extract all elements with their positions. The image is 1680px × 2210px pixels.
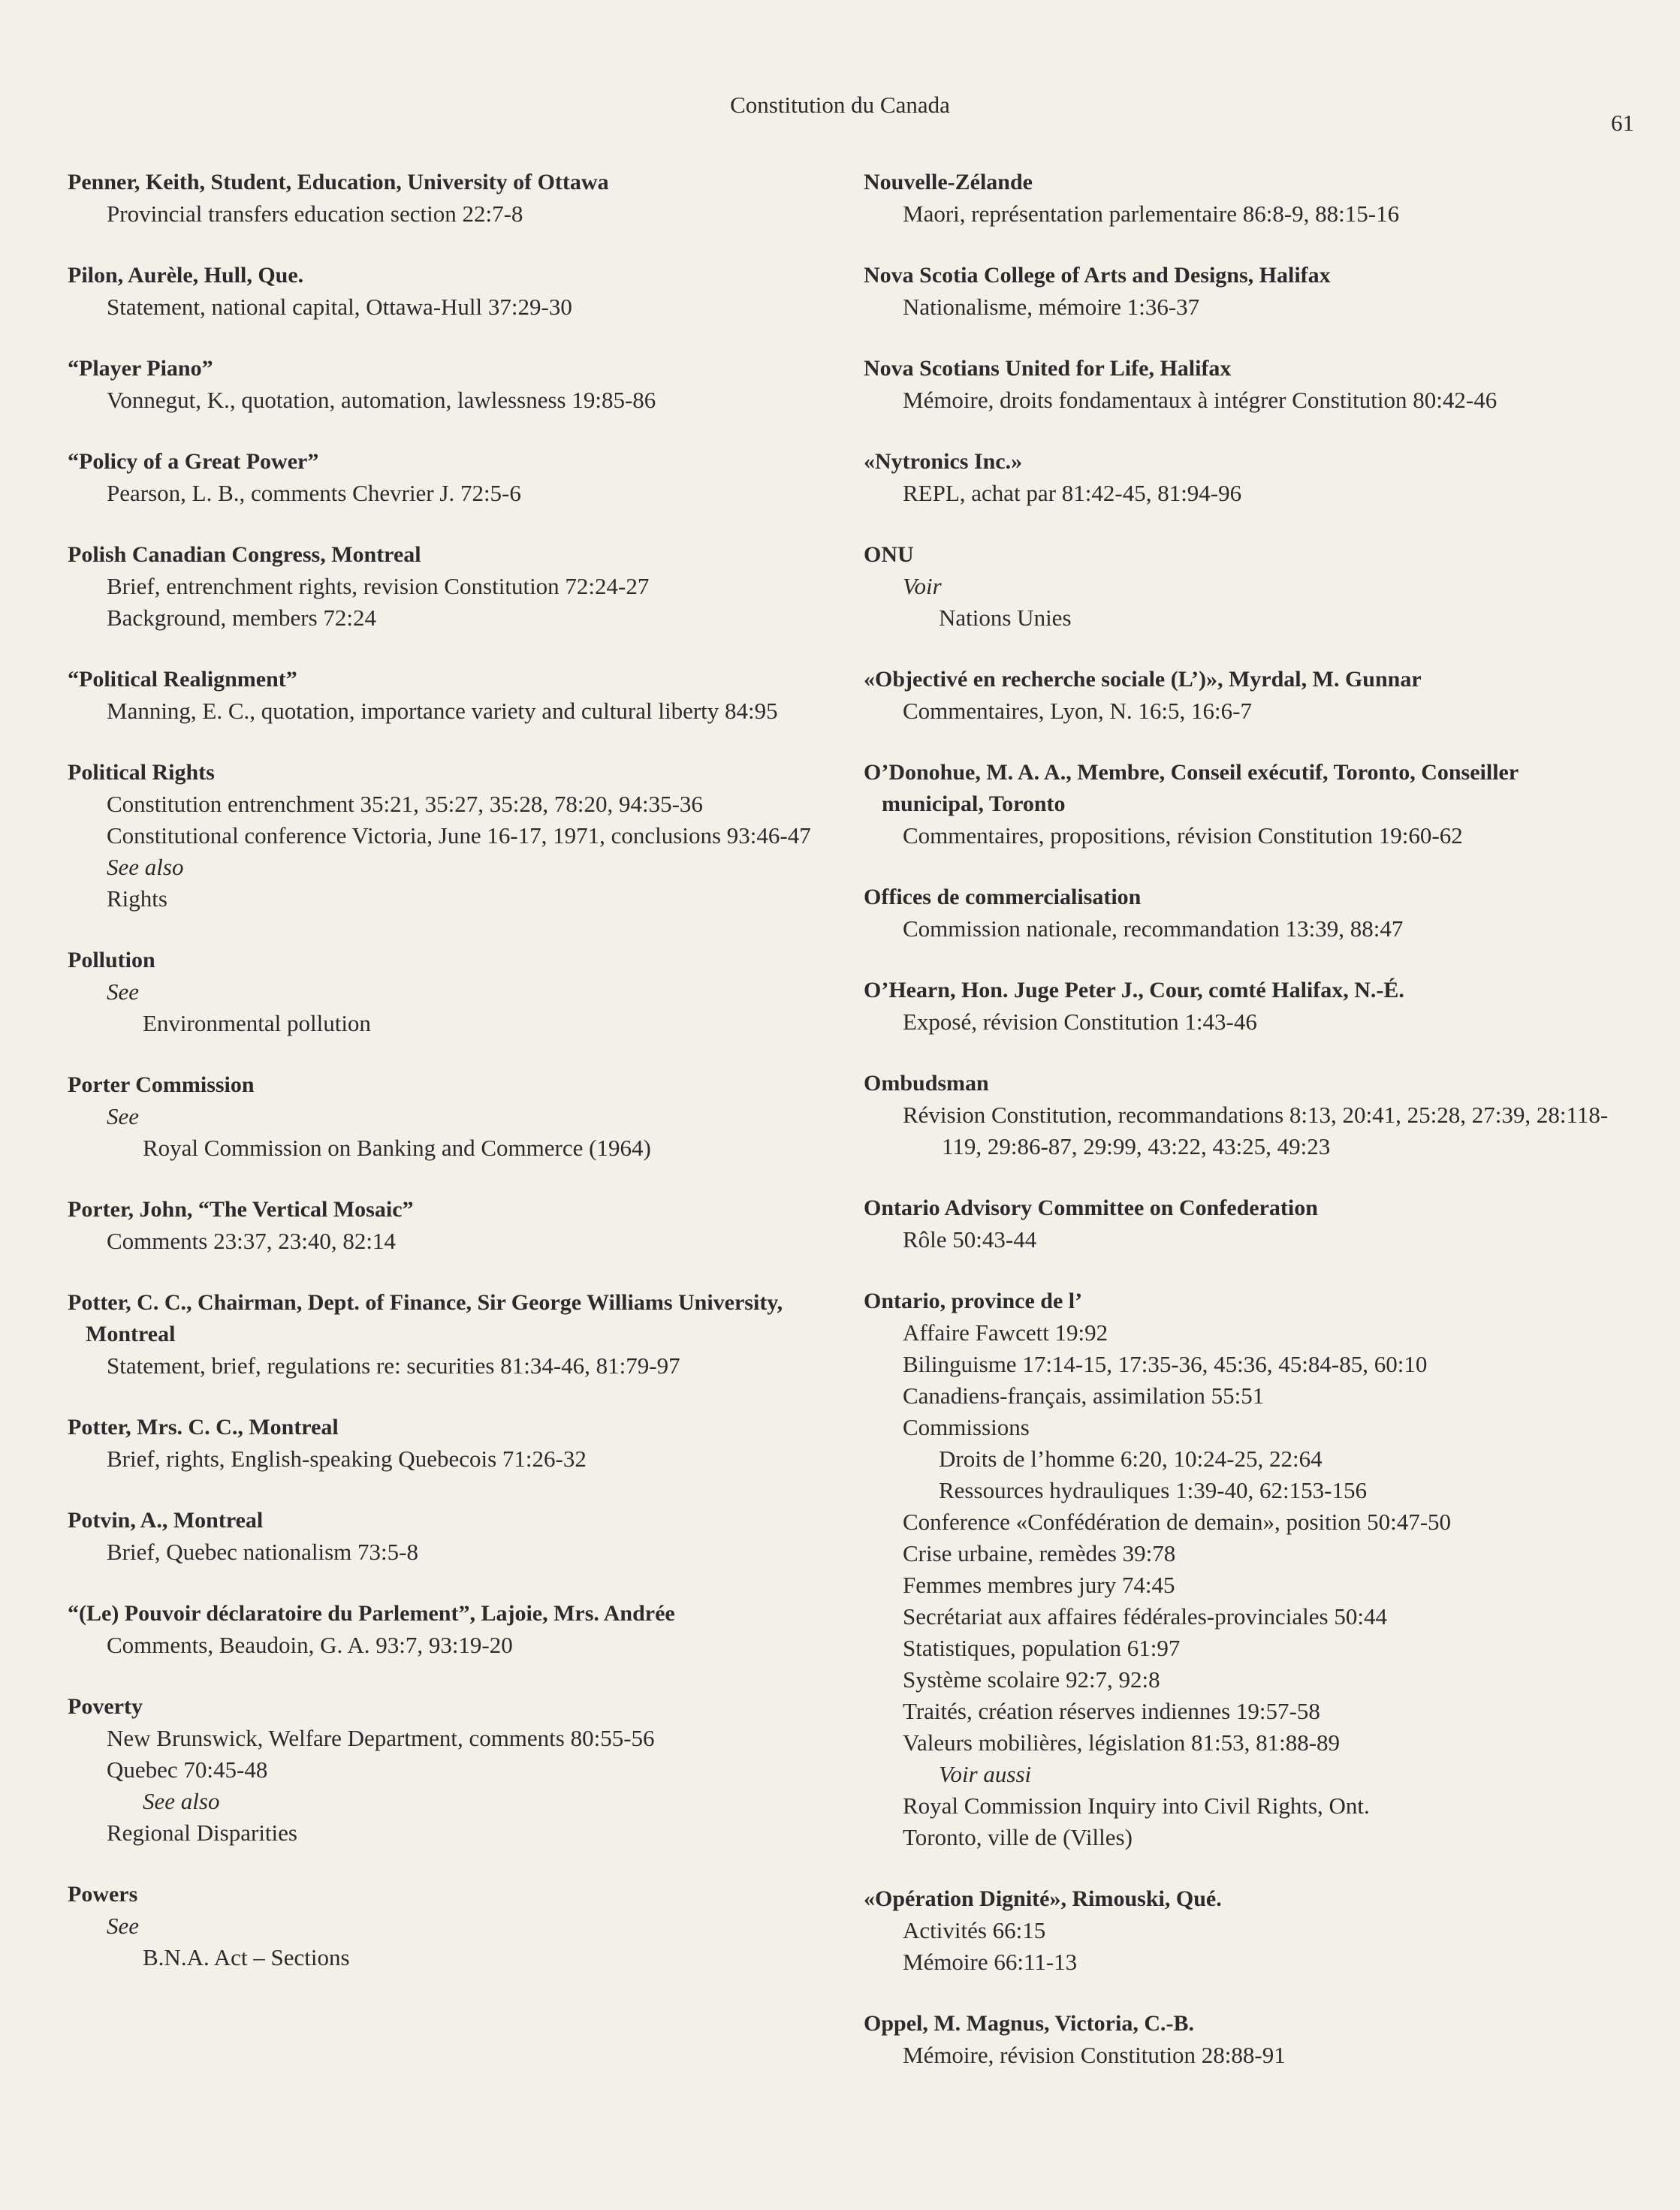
index-subentry: Commissions — [903, 1414, 1030, 1440]
index-entry — [68, 1598, 819, 1661]
index-entry-heading: Nova Scotians United for Life, Halifax — [864, 356, 1232, 381]
cross-reference-label: See also — [143, 1788, 220, 1814]
index-subentry: B.N.A. Act – Sections — [143, 1944, 350, 1970]
index-entry-heading: Polish Canadian Congress, Montreal — [68, 542, 421, 567]
index-subentry: Statistiques, population 61:97 — [903, 1635, 1181, 1661]
index-subentry: Mémoire 66:11-13 — [903, 1949, 1078, 1975]
index-subentry: Environmental pollution — [143, 1010, 371, 1036]
index-subentry: Maori, représentation parlementaire 86:8-9, 88:15-16 — [903, 200, 1400, 227]
index-subentry: Background, members 72:24 — [107, 605, 377, 631]
index-entry-heading: Potvin, A., Montreal — [68, 1508, 264, 1533]
index-subentry: Commentaires, Lyon, N. 16:5, 16:6-7 — [903, 698, 1252, 724]
index-subentry: Secrétariat aux affaires fédérales-provinciales 50:44 — [903, 1603, 1387, 1630]
index-entry-heading: ONU — [864, 542, 914, 567]
index-entry-heading: Offices de commercialisation — [864, 885, 1142, 909]
index-entry-heading: O’Hearn, Hon. Juge Peter J., Cour, comté Halifax, N.-É. — [864, 978, 1404, 1002]
index-subentry: Mémoire, révision Constitution 28:88-91 — [903, 2042, 1286, 2068]
cross-reference-label: See — [107, 1103, 140, 1129]
index-entry-heading: “Political Realignment” — [68, 667, 297, 692]
index-subentry: Vonnegut, K., quotation, automation, lawlessness 19:85-86 — [107, 387, 656, 413]
cross-reference-label: See also — [107, 854, 184, 880]
index-entry — [68, 945, 819, 1039]
index-subentry: Rights — [107, 885, 167, 912]
index-subentry: Pearson, L. B., comments Chevrier J. 72:5-6 — [107, 480, 521, 506]
index-subentry: Provincial transfers education section 22:7-8 — [107, 200, 523, 227]
index-subentry: Bilinguisme 17:14-15, 17:35-36, 45:36, 45:84-85, 60:10 — [903, 1351, 1428, 1377]
cross-reference-label: See — [107, 978, 140, 1005]
index-entry — [68, 1879, 819, 1973]
index-subentry: Révision Constitution, recommandations 8:13, 20:41, 25:28, 27:39, 28:118-119, 29:86-87, 29:99, 43:22, 43:25, 49:23 — [903, 1102, 1609, 1159]
index-entry-heading: «Objectivé en recherche sociale (L’)», Myrdal, M. Gunnar — [864, 667, 1422, 692]
index-entry-heading: Nouvelle-Zélande — [864, 170, 1033, 194]
index-entry-heading: Pollution — [68, 948, 155, 972]
index-entry — [864, 975, 1615, 1038]
index-entry — [68, 446, 819, 509]
index-entry — [68, 1069, 819, 1164]
index-entry-heading: Porter, John, “The Vertical Mosaic” — [68, 1197, 414, 1222]
index-entry — [864, 2008, 1615, 2071]
index-entry — [68, 539, 819, 634]
index-subentry: Toronto, ville de (Villes) — [903, 1824, 1133, 1850]
index-subentry: Royal Commission Inquiry into Civil Rights, Ont. — [903, 1792, 1370, 1819]
index-entry-heading: Ombudsman — [864, 1071, 989, 1096]
index-subentry: Traités, création réserves indiennes 19:57-58 — [903, 1698, 1320, 1724]
index-entry — [68, 1505, 819, 1568]
index-subentry: Regional Disparities — [107, 1820, 297, 1846]
index-subentry: Statement, brief, regulations re: securities 81:34-46, 81:79-97 — [107, 1352, 680, 1379]
index-subentry: Ressources hydrauliques 1:39-40, 62:153-156 — [939, 1477, 1367, 1503]
index-entry — [68, 664, 819, 727]
index-subentry: Nations Unies — [939, 605, 1072, 631]
index-entry-heading: Oppel, M. Magnus, Victoria, C.-B. — [864, 2011, 1194, 2036]
index-subentry: New Brunswick, Welfare Department, comments 80:55-56 — [107, 1725, 655, 1751]
index-entry — [68, 1287, 819, 1382]
index-entry — [864, 664, 1615, 727]
index-entry-heading: Potter, Mrs. C. C., Montreal — [68, 1415, 339, 1440]
index-entry-heading: «Opération Dignité», Rimouski, Qué. — [864, 1886, 1222, 1911]
index-entry-heading: Nova Scotia College of Arts and Designs, Halifax — [864, 263, 1331, 288]
cross-reference-label: See — [107, 1913, 140, 1939]
index-entry-heading: «Nytronics Inc.» — [864, 449, 1023, 474]
index-subentry: Droits de l’homme 6:20, 10:24-25, 22:64 — [939, 1446, 1323, 1472]
running-head: Constitution du Canada — [730, 92, 950, 118]
index-entry-heading: Penner, Keith, Student, Education, University of Ottawa — [68, 170, 609, 194]
index-entry-heading: Pilon, Aurèle, Hull, Que. — [68, 263, 304, 288]
index-subentry: Mémoire, droits fondamentaux à intégrer Constitution 80:42-46 — [903, 387, 1498, 413]
index-entry-heading: Ontario, province de l’ — [864, 1289, 1083, 1313]
index-entry-heading: “(Le) Pouvoir déclaratoire du Parlement”, Lajoie, Mrs. Andrée — [68, 1601, 675, 1626]
index-entry — [864, 882, 1615, 945]
index-subentry: Quebec 70:45-48 — [107, 1756, 268, 1783]
index-entry — [864, 353, 1615, 416]
left-index-column — [68, 167, 819, 2003]
index-subentry: REPL, achat par 81:42-45, 81:94-96 — [903, 480, 1242, 506]
index-subentry: Système scolaire 92:7, 92:8 — [903, 1666, 1160, 1693]
page-number: 61 — [1611, 110, 1634, 136]
index-subentry: Commentaires, propositions, révision Constitution 19:60-62 — [903, 822, 1463, 849]
index-subentry: Comments 23:37, 23:40, 82:14 — [107, 1228, 396, 1254]
index-subentry: Brief, Quebec nationalism 73:5-8 — [107, 1539, 418, 1565]
index-subentry: Constitutional conference Victoria, June 16-17, 1971, conclusions 93:46-47 — [107, 822, 811, 849]
cross-reference-label: Voir — [903, 573, 942, 599]
right-index-column — [864, 167, 1615, 2101]
index-subentry: Activités 66:15 — [903, 1917, 1046, 1943]
index-entry — [68, 1691, 819, 1849]
index-subentry: Affaire Fawcett 19:92 — [903, 1319, 1108, 1346]
index-subentry: Constitution entrenchment 35:21, 35:27, 35:28, 78:20, 94:35-36 — [107, 791, 703, 817]
index-subentry: Exposé, révision Constitution 1:43-46 — [903, 1009, 1257, 1035]
index-subentry: Comments, Beaudoin, G. A. 93:7, 93:19-20 — [107, 1632, 513, 1658]
cross-reference-label: Voir aussi — [939, 1761, 1032, 1787]
index-entry-heading: “Player Piano” — [68, 356, 213, 381]
index-subentry: Royal Commission on Banking and Commerce (1964) — [143, 1135, 651, 1161]
index-entry-heading: Ontario Advisory Committee on Confederation — [864, 1195, 1318, 1220]
index-entry — [68, 260, 819, 323]
index-subentry: Femmes membres jury 74:45 — [903, 1572, 1175, 1598]
index-entry — [864, 539, 1615, 634]
index-entry-heading: O’Donohue, M. A. A., Membre, Conseil exécutif, Toronto, Conseiller municipal, Toronto — [864, 760, 1519, 816]
index-entry — [864, 1068, 1615, 1162]
index-entry-heading: “Policy of a Great Power” — [68, 449, 319, 474]
index-subentry: Commission nationale, recommandation 13:39, 88:47 — [903, 915, 1404, 942]
index-subentry: Statement, national capital, Ottawa-Hull 37:29-30 — [107, 294, 572, 320]
index-subentry: Brief, rights, English-speaking Quebecois 71:26-32 — [107, 1446, 587, 1472]
index-subentry: Conference «Confédération de demain», position 50:47-50 — [903, 1509, 1452, 1535]
index-subentry: Brief, entrenchment rights, revision Constitution 72:24-27 — [107, 573, 650, 599]
index-entry — [864, 1883, 1615, 1978]
index-subentry: Nationalisme, mémoire 1:36-37 — [903, 294, 1200, 320]
index-entry — [864, 1192, 1615, 1256]
index-entry — [68, 1412, 819, 1475]
index-entry — [864, 167, 1615, 230]
index-subentry: Valeurs mobilières, législation 81:53, 81:88-89 — [903, 1729, 1341, 1756]
index-entry-heading: Potter, C. C., Chairman, Dept. of Finance, Sir George Williams University, Montreal — [68, 1290, 783, 1346]
index-subentry: Manning, E. C., quotation, importance variety and cultural liberty 84:95 — [107, 698, 778, 724]
index-entry — [864, 260, 1615, 323]
index-entry — [864, 1286, 1615, 1853]
index-entry-heading: Porter Commission — [68, 1072, 255, 1097]
index-entry — [864, 446, 1615, 509]
index-subentry: Rôle 50:43-44 — [903, 1226, 1037, 1253]
index-entry — [68, 167, 819, 230]
index-entry — [68, 353, 819, 416]
index-entry — [68, 757, 819, 915]
index-entry — [68, 1194, 819, 1257]
index-subentry: Canadiens-français, assimilation 55:51 — [903, 1382, 1265, 1409]
index-entry-heading: Poverty — [68, 1694, 143, 1719]
index-entry-heading: Political Rights — [68, 760, 215, 785]
index-entry-heading: Powers — [68, 1882, 138, 1907]
index-entry — [864, 757, 1615, 852]
index-subentry: Crise urbaine, remèdes 39:78 — [903, 1540, 1176, 1566]
